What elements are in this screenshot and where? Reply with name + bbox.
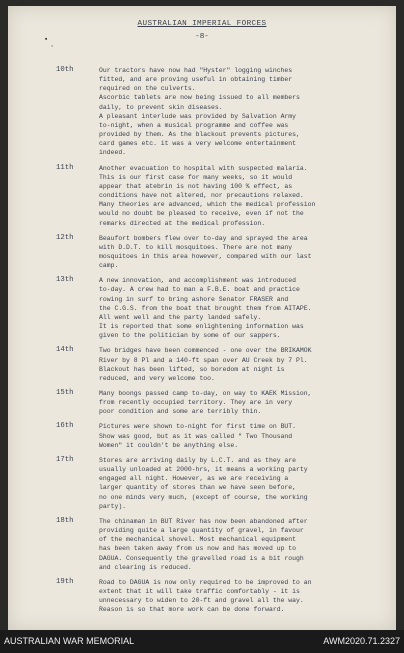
footer-institution: AUSTRALIAN WAR MEMORIAL — [4, 636, 135, 646]
entry-text: Our tractors have now had "Hyster" logging winches fitted, and are proving useful in obtaining timber required on the culverts. Ascorbic tablets are now being issued to all members daily, to prevent skin diseases. A pleasant interlude was provided by Salvation Army to-night, when a musical programme and coffee was provided by them. As the blackout prevents pictures, card games etc. it was a very welcome entertainment indeed. — [99, 67, 300, 157]
diary-entry — [8, 234, 396, 271]
entry-text: Another evacuation to hospital with suspected malaria. This is our first case for many weeks, so it would appear that atebrin is not having 100 % effect, as conditions have not altered, nor precautions relaxed. Many theories are advanced, which the medical profession would no doubt be pleased to receive, even if not the remarks directed at the medical profession. — [99, 164, 316, 227]
footer-reference: AWM2020.71.2327 — [323, 636, 400, 646]
entry-date: 16th — [56, 422, 74, 431]
diary-entry — [8, 389, 396, 416]
ink-mark: · — [50, 43, 55, 51]
diary-entry — [8, 422, 396, 449]
entry-date: 17th — [56, 455, 74, 464]
entry-date: 14th — [56, 346, 74, 355]
diary-entry — [8, 164, 396, 228]
entry-date: 10th — [56, 66, 74, 74]
archive-footer — [0, 630, 404, 653]
diary-entry — [8, 276, 396, 340]
entry-date: 12th — [56, 233, 74, 242]
document-header: AUSTRALIAN IMPERIAL FORCES — [137, 20, 267, 28]
entry-date: 18th — [56, 516, 74, 525]
diary-entry — [8, 456, 396, 511]
entry-text: Road to DAGUA is now only required to be improved to an extent that it will take traffic comfortably - it is unnecessary to widen to 20-ft and gravel all the way. Reason is so that more work can be done forward. — [99, 578, 312, 614]
entry-date: 19th — [56, 577, 74, 586]
entry-date: 15th — [56, 389, 74, 397]
entry-text: Beaufort bombers flew over to-day and sprayed the area with D.D.T. to kill mosquitoes. There are not many mosquitoes in this area however, compared with our last camp. — [99, 234, 312, 270]
diary-entry — [8, 66, 396, 158]
entry-text: Pictures were shown to-night for first time on BUT. Show was good, but as it was called " Two Thousand Women" it couldn't be anything else. — [99, 423, 297, 449]
entry-text: The chinaman in BUT River has now been abandoned after providing quite a large quantity of gravel, in favour of the mechanical shovel. Most mechanical equipment has been taken away from us now and has moved up to DAGUA. Consequently the gravelled road is a bit rough and clearing is reduced. — [99, 517, 308, 571]
diary-entry — [8, 578, 396, 615]
entry-text: Stores are arriving daily by L.C.T. and as they are usually unloaded at 2000-hrs, it means a working party engaged all night. However, as we are receiving a larger quantity of stores than we have seen before, no one minds very much, (except of course, the working party). — [99, 456, 308, 510]
diary-entry — [8, 346, 396, 383]
diary-entry — [8, 517, 396, 572]
entry-text: Two bridges have been commenced - one over the BRIKAMOK River by 8 Pl and a 140-ft span over AU Creek by 7 Pl. Blackout has been lifted, so boredom at night is reduced, and very welcome too. — [99, 347, 312, 382]
entry-date: 13th — [56, 276, 74, 285]
ink-mark: ▪ — [44, 36, 49, 44]
diary-entries — [8, 66, 396, 620]
document-page — [8, 6, 396, 630]
entry-text: A new innovation, and accomplishment was introduced to-day. A crew had to man a F.B.E. boat and practice rowing in surf to bring ashore Senator FRASER and the C.G.S. from the boat that brought them from AITAPE. All went well and the party landed safely. It is reported that some enlightening information was given to the politician by some of our sappers. — [99, 277, 312, 340]
entry-date: 11th — [56, 163, 74, 172]
entry-text: Many boongs passed camp to-day, on way to KAEK Mission, from recently occupied territory. They are in very poor condition and some are terribly thin. — [99, 390, 312, 416]
page-number: -8- — [195, 33, 209, 41]
